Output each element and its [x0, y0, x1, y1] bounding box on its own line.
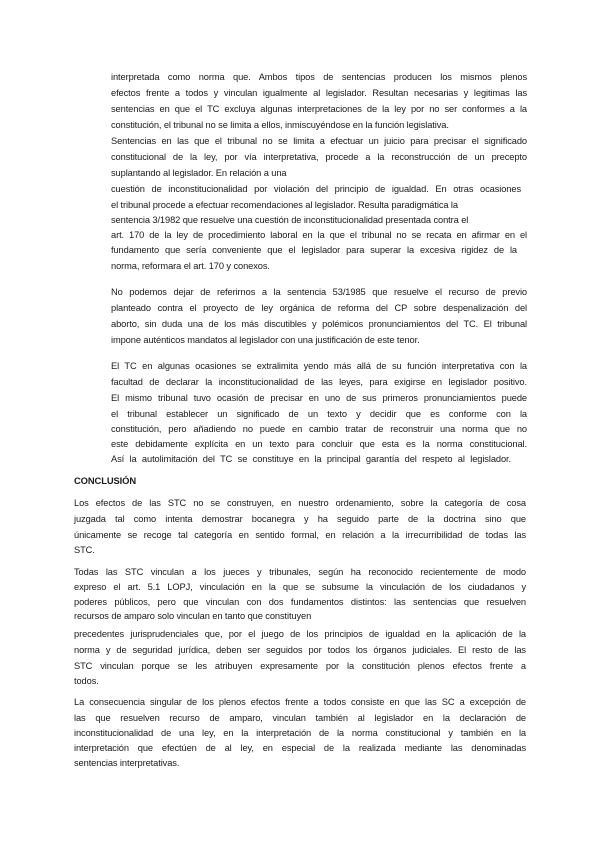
text-line: interpretación que efectúen de al ley, en especial de la realizada mediante las denominadas: [74, 743, 526, 753]
text-line: interpretada como norma que. Ambos tipos de sentencias producen los mismos plenos: [111, 72, 527, 82]
text-line: aborto, sin duda una de los más discutibles y polémicos pronunciamientos del TC. El tribunal: [111, 319, 527, 329]
text-line: STC vinculan porque se les atribuyen expresamente por la constitución plenos efectos frente a: [74, 661, 526, 671]
text-line: planteado contra el proyecto de ley orgánica de reforma del CP sobre despenalización del: [111, 303, 527, 313]
text-line: No podemos dejar de referirnos a la sentencia 53/1985 que resuelve el recurso de previo: [111, 287, 527, 297]
text-line: sentencias interpretativas.: [74, 758, 180, 768]
text-line: sentencia 3/1982 que resuelve una cuestión de inconstitucionalidad presentada contra el: [111, 215, 469, 225]
text-line: este debidamente explícita en un texto para concluir que esta es la norma constitucional.: [111, 439, 527, 449]
text-line: suplantando al legislador. En relación a una: [111, 168, 287, 178]
text-line: todos.: [74, 676, 99, 686]
text-line: El TC en algunas ocasiones se extralimita yendo más allá de su función interpretativa con la: [111, 361, 527, 371]
text-line: art. 170 de la ley de procedimiento laboral en la que el tribunal no se recata en afirmar en el: [111, 230, 527, 240]
text-line: expreso el art. 5.1 LOPJ, vinculación en la que se subsume la vinculación de los ciudadanos y: [74, 582, 526, 592]
text-line: La consecuencia singular de los plenos efectos frente a todos consiste en que las SC a excepción de: [74, 697, 526, 707]
text-line: el tribunal establecer un significado de un texto y decidir que es conforme con la: [111, 409, 527, 419]
text-line: impone auténticos mandatos al legislador con una justificación de este tenor.: [111, 335, 420, 345]
text-line: El mismo tribunal tuvo ocasión de precisar en uno de sus primeros pronunciamientos puede: [111, 393, 527, 403]
text-line: Todas las STC vinculan a los jueces y tribunales, según ha reconocido recientemente de modo: [74, 567, 526, 577]
section-heading: CONCLUSIÓN: [74, 475, 137, 486]
text-line: norma y de seguridad jurídica, deben ser seguidos por todos los órganos judiciales. El resto de las: [74, 645, 526, 655]
text-line: efectos frente a todos y vinculan igualmente al legislador. Resultan necesarias y legitimas las: [111, 88, 527, 98]
text-line: facultad de declarar la inconstitucionalidad de las leyes, para exigirse en legislador positivo.: [111, 377, 527, 387]
text-line: STC.: [74, 545, 95, 555]
text-line: las que resuelven recurso de amparo, vinculan también al legislador en la declaración de: [74, 713, 526, 723]
text-line: fundamento que sería conveniente que el legislador para superar la excesiva rigidez de la: [111, 245, 517, 255]
text-line: precedentes jurisprudenciales que, por el juego de los principios de igualdad en la aplicación de la: [74, 629, 526, 639]
text-line: Sentencias en las que el tribunal no se limita a efectuar un juicio para precisar el significado: [111, 136, 527, 146]
text-line: el tribunal procede a efectuar recomendaciones al legislador. Resulta paradigmática la: [111, 200, 458, 210]
text-line: constitucional de la ley, por vía interpretativa, procede a la reconstrucción de un precepto: [111, 152, 527, 162]
text-line: sentencias en que el TC excluya algunas interpretaciones de la ley por no ser conformes a la: [111, 104, 527, 114]
text-line: juzgada tal como intenta demostrar bocanegra y ha seguido parte de la doctrina sino que: [74, 514, 526, 524]
text-line: inconstitucionalidad de una ley, en la interpretación de la norma constitucional y también en la: [74, 728, 526, 738]
text-line: constitución, pero añadiendo no puede en cambio tratar de reconstruir una norma que no: [111, 424, 527, 434]
text-line: poderes públicos, pero que vinculan con dos fundamentos distintos: las sentencias que resuelven: [74, 597, 526, 607]
text-line: Así la autolimitación del TC se constituye en la principal garantía del respeto al legislador.: [111, 454, 511, 464]
text-line: cuestión de inconstitucionalidad por violación del principio de igualdad. En otras ocasiones: [111, 184, 521, 194]
text-line: recursos de amparo solo vinculan en tanto que constituyen: [74, 611, 312, 621]
text-line: únicamente se recoge tal categoría en sentido formal, en relación a la irrecurribilidad de todas las: [74, 530, 526, 540]
text-line: constitución, el tribunal no se limita a ellos, inmiscuyéndose en la función legislativa.: [111, 120, 449, 130]
text-line: Los efectos de las STC no se construyen, en nuestro ordenamiento, sobre la categoría de cosa: [74, 498, 526, 508]
text-line: norma, reformara el art. 170 y conexos.: [111, 261, 270, 271]
